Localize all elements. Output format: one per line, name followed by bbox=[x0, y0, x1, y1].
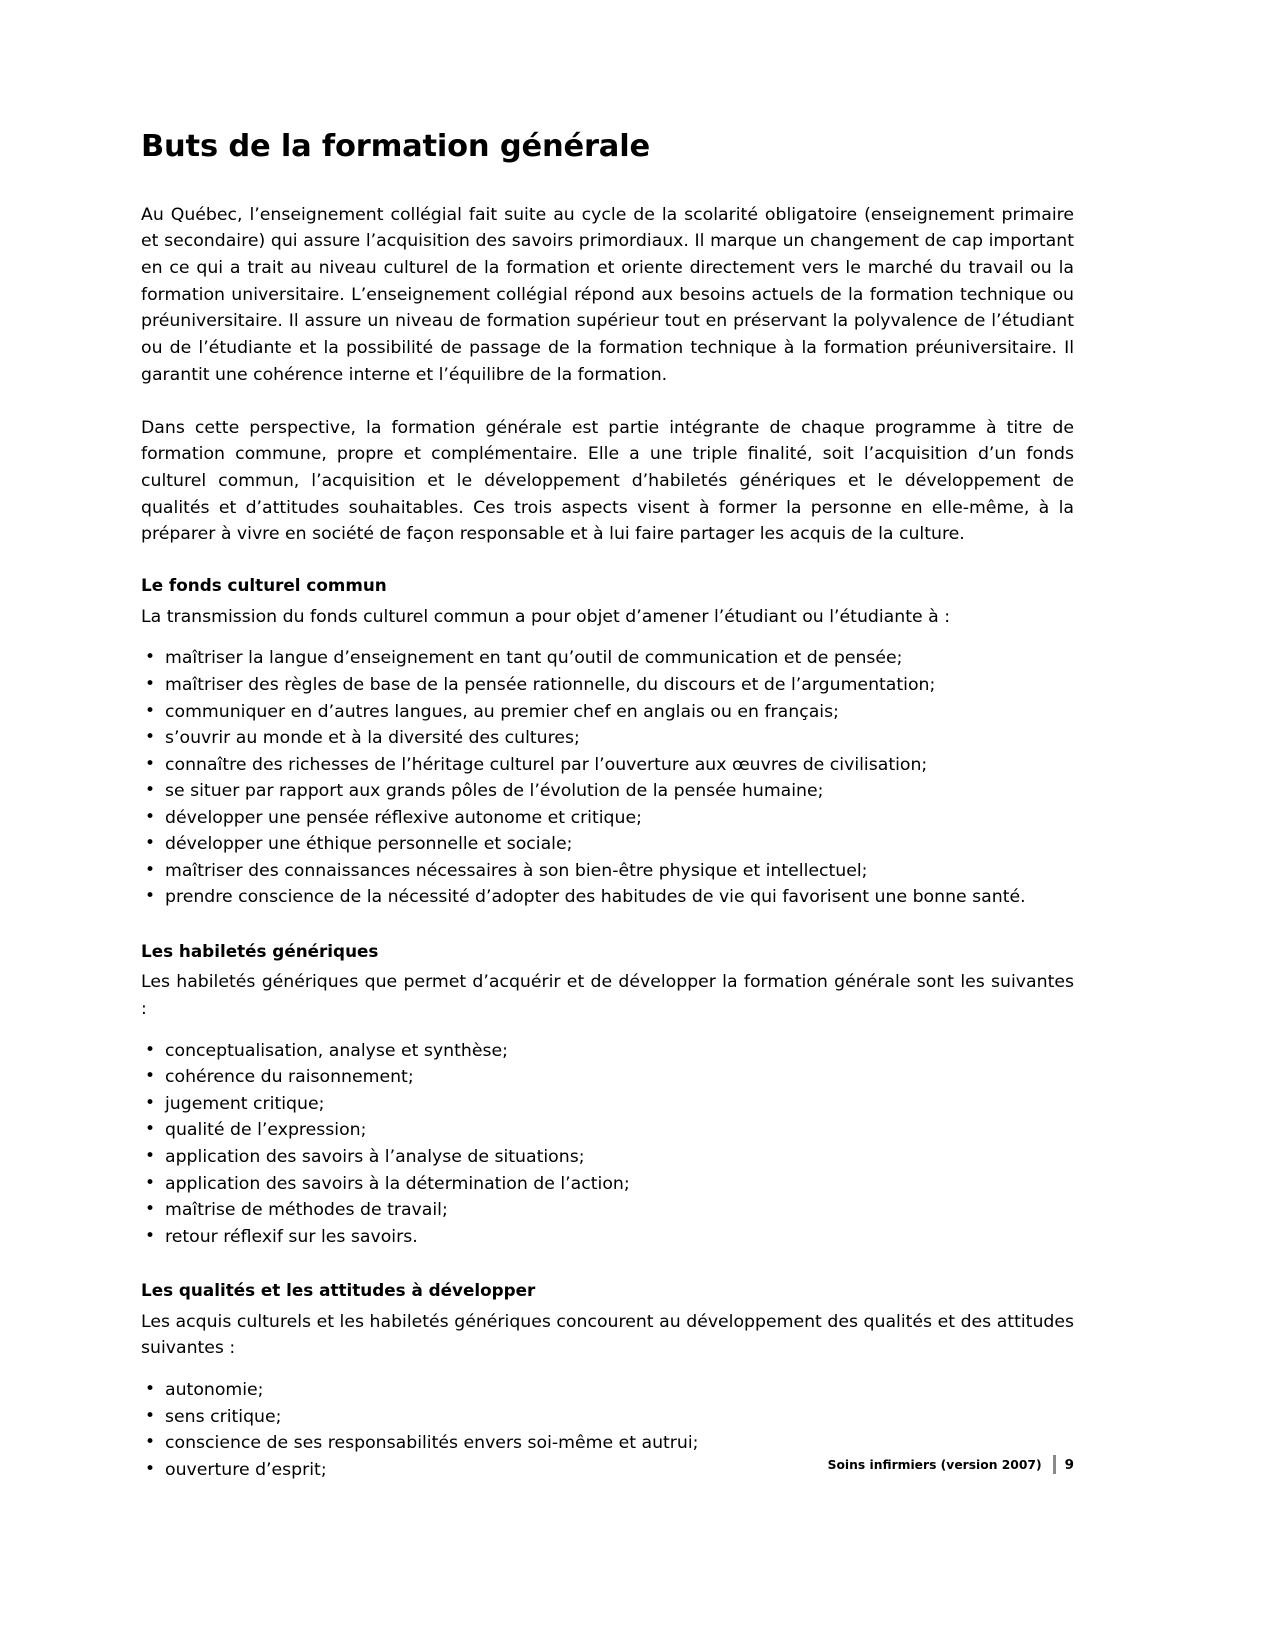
section-bullet-list bbox=[141, 646, 1074, 909]
section-qualites-attitudes bbox=[141, 1279, 1074, 1482]
page-footer bbox=[141, 1455, 1074, 1474]
list-item: • autonomie; bbox=[141, 1378, 1074, 1403]
section-lead: Les habiletés génériques que permet d’acquérir et de développer la formation générale sont les suivantes : bbox=[141, 972, 1074, 1020]
list-item: • se situer par rapport aux grands pôles de l’évolution de la pensée humaine; bbox=[141, 779, 1074, 804]
list-item: • ouverture d’esprit; bbox=[141, 1458, 1074, 1483]
list-item: • cohérence du raisonnement; bbox=[141, 1065, 1074, 1090]
list-item: • développer une pensée réflexive autonome et critique; bbox=[141, 806, 1074, 831]
list-item: • application des savoirs à la détermination de l’action; bbox=[141, 1172, 1074, 1197]
section-fonds-culturel-commun bbox=[141, 574, 1074, 910]
list-item: • jugement critique; bbox=[141, 1092, 1074, 1117]
list-item: • s’ouvrir au monde et à la diversité des cultures; bbox=[141, 726, 1074, 751]
list-item: • sens critique; bbox=[141, 1405, 1074, 1430]
section-heading: Les habiletés génériques bbox=[141, 940, 379, 961]
list-item: • connaître des richesses de l’héritage culturel par l’ouverture aux œuvres de civilisation; bbox=[141, 753, 1074, 778]
page-content bbox=[141, 130, 1074, 1504]
list-item: • maîtriser des règles de base de la pensée rationnelle, du discours et de l’argumentation; bbox=[141, 673, 1074, 698]
footer-divider bbox=[1053, 1455, 1056, 1474]
section-bullet-list bbox=[141, 1039, 1074, 1249]
section-heading: Les qualités et les attitudes à développer bbox=[141, 1280, 536, 1301]
section-lead: Les acquis culturels et les habiletés génériques concourent au développement des qualités et des attitudes suivantes : bbox=[141, 1311, 1074, 1359]
page-title: Buts de la formation générale bbox=[141, 129, 650, 164]
list-item: • maîtriser la langue d’enseignement en tant qu’outil de communication et de pensée; bbox=[141, 646, 1074, 671]
footer-page-number: 9 bbox=[1064, 1456, 1074, 1473]
intro-paragraph-2: Dans cette perspective, la formation générale est partie intégrante de chaque programme à titre de formation commune, propre et complémentaire. Elle a une triple finalité, soit l’acquisition d’un fonds culturel commun, l’acquisition et le développement d’habiletés génériques et le développement de qualités et d’attitudes souhaitables. Ces trois aspects visent à former la personne en elle-même, à la préparer à vivre en société de façon responsable et à lui faire partager les acquis de la culture. bbox=[141, 417, 1074, 545]
list-item: • maîtriser des connaissances nécessaires à son bien-être physique et intellectuel; bbox=[141, 859, 1074, 884]
list-item: • prendre conscience de la nécessité d’adopter des habitudes de vie qui favorisent une bonne santé. bbox=[141, 885, 1074, 910]
list-item: • application des savoirs à l’analyse de situations; bbox=[141, 1145, 1074, 1170]
list-item: • conscience de ses responsabilités envers soi-même et autrui; bbox=[141, 1431, 1074, 1456]
list-item: • maîtrise de méthodes de travail; bbox=[141, 1198, 1074, 1223]
list-item: • conceptualisation, analyse et synthèse; bbox=[141, 1039, 1074, 1064]
list-item: • développer une éthique personnelle et sociale; bbox=[141, 832, 1074, 857]
list-item: • qualité de l’expression; bbox=[141, 1118, 1074, 1143]
section-lead: La transmission du fonds culturel commun a pour objet d’amener l’étudiant ou l’étudiante à : bbox=[141, 606, 951, 627]
list-item: • communiquer en d’autres langues, au premier chef en anglais ou en français; bbox=[141, 700, 1074, 725]
list-item: • retour réflexif sur les savoirs. bbox=[141, 1225, 1074, 1250]
section-habiletes-generiques bbox=[141, 940, 1074, 1249]
section-heading: Le fonds culturel commun bbox=[141, 575, 387, 596]
footer-document-label: Soins infirmiers (version 2007) bbox=[827, 1457, 1042, 1472]
intro-paragraph-1: Au Québec, l’enseignement collégial fait suite au cycle de la scolarité obligatoire (enseignement primaire et secondaire) qui assure l’acquisition des savoirs primordiaux. Il marque un changement de cap important en ce qui a trait au niveau culturel de la formation et oriente directement vers le marché du travail ou la formation universitaire. L’enseignement collégial répond aux besoins actuels de la formation technique ou préuniversitaire. Il assure un niveau de formation supérieur tout en préservant la polyvalence de l’étudiant ou de l’étudiante et la possibilité de passage de la formation technique à la formation préuniversitaire. Il garantit une cohérence interne et l’équilibre de la formation. bbox=[141, 204, 1074, 385]
